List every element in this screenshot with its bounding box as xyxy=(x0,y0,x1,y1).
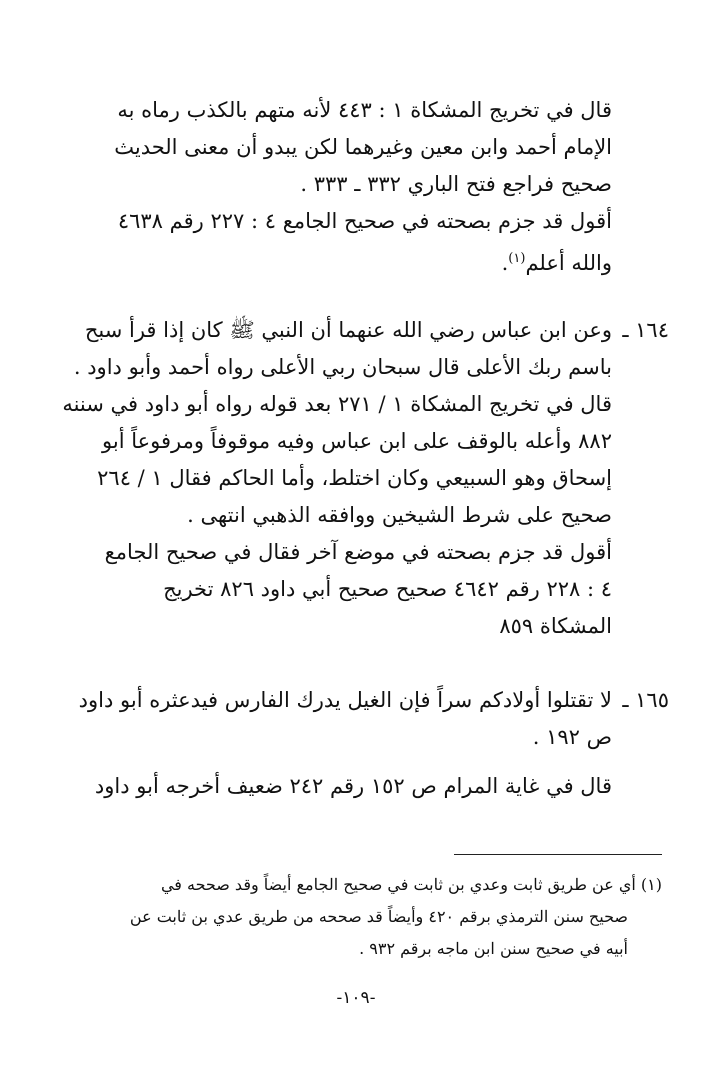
text-line: صحيح فراجع فتح الباري ٣٣٢ ـ ٣٣٣ . xyxy=(300,172,612,196)
footnote-line: صحيح سنن الترمذي برقم ٤٢٠ وأيضاً قد صححه من طريق عدي بن ثابت عن xyxy=(129,907,628,926)
bottom-paragraph xyxy=(94,768,612,805)
text-line: باسم ربك الأعلى قال سبحان ربي الأعلى رواه أحمد وأبو داود . xyxy=(73,355,612,379)
footnote-line: أبيه في صحيح سنن ابن ماجه برقم ٩٣٢ . xyxy=(359,939,628,958)
text-fragment: . xyxy=(501,251,509,275)
text-line: لا تقتلوا أولادكم سراً فإن الغيل يدرك الفارس فيدعثره أبو داود xyxy=(78,688,612,712)
text-line: الإمام أحمد وابن معين وغيرهما لكن يبدو أن معنى الحديث xyxy=(114,135,612,159)
hadith-number: ١٦٥ ـ xyxy=(622,688,669,712)
text-line: ٨٨٢ وأعله بالوقف على ابن عباس وفيه موقوفاً ومرفوعاً أبو xyxy=(102,429,612,453)
text-line: أقول قد جزم بصحته في موضع آخر فقال في صحيح الجامع xyxy=(104,540,612,564)
hadith-165-paragraph xyxy=(78,682,612,756)
text-line: صحيح على شرط الشيخين ووافقه الذهبي انتهى . xyxy=(187,503,612,527)
footnote-reference: (١) xyxy=(508,251,526,266)
page-number: -١٠٩- xyxy=(336,988,376,1008)
text-line: ٤ : ٢٢٨ رقم ٤٦٤٢ صحيح صحيح أبي داود ٨٢٦ تخريج xyxy=(163,577,612,601)
text-line: قال في غاية المرام ص ١٥٢ رقم ٢٤٢ ضعيف أخرجه أبو داود xyxy=(94,774,612,798)
hadith-number: ١٦٤ ـ xyxy=(622,318,669,342)
text-line: ص ١٩٢ . xyxy=(532,725,612,749)
footnote-separator xyxy=(454,854,662,855)
text-fragment: والله أعلم xyxy=(525,251,612,275)
text-line: قال في تخريج المشكاة ١ / ٢٧١ بعد قوله رواه أبو داود في سننه xyxy=(62,392,612,416)
text-line xyxy=(102,240,612,282)
text-line: إسحاق وهو السبيعي وكان اختلط، وأما الحاكم فقال ١ / ٢٦٤ xyxy=(97,466,612,490)
footnote-line: (١) أي عن طريق ثابت وعدي بن ثابت في صحيح الجامع أيضاً وقد صححه في xyxy=(160,875,662,894)
text-line: قال في تخريج المشكاة ١ : ٤٤٣ لأنه متهم بالكذب رماه به xyxy=(117,98,612,122)
text-line: وعن ابن عباس رضي الله عنهما أن النبي ﷺ كان إذا قرأ سبح xyxy=(84,318,612,342)
text-line: المشكاة ٨٥٩ xyxy=(499,614,612,638)
hadith-164-paragraph xyxy=(62,312,612,645)
top-paragraph xyxy=(102,92,612,282)
text-line: أقول قد جزم بصحته في صحيح الجامع ٤ : ٢٢٧ رقم ٤٦٣٨ xyxy=(117,209,612,233)
